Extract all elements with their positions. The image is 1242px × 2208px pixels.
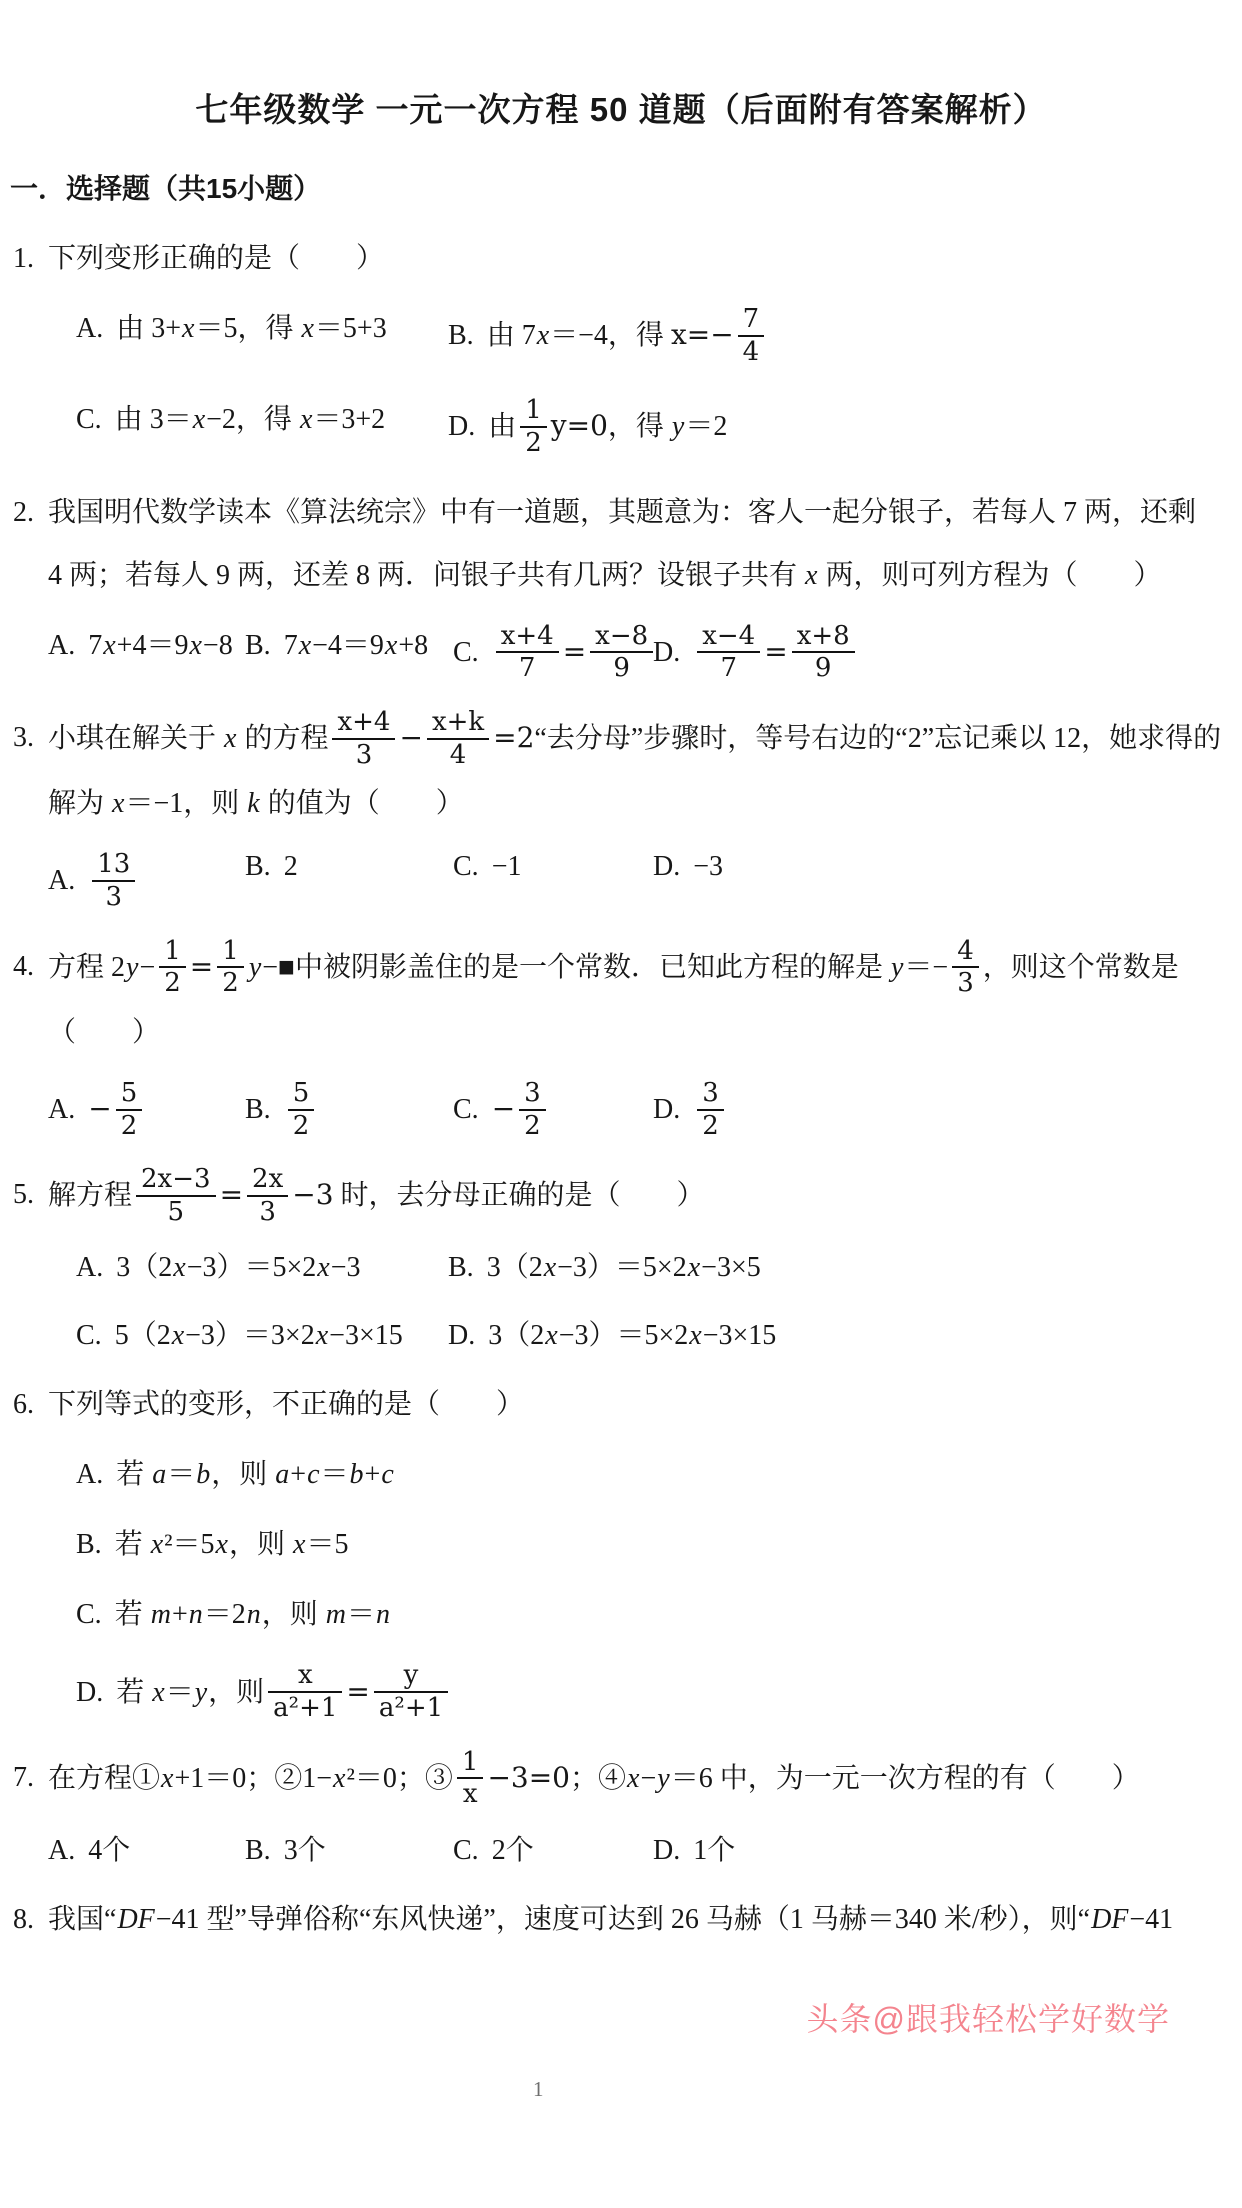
option-D: [448, 1313, 1236, 1353]
option-label: D.: [653, 1093, 681, 1125]
option-label: A.: [76, 1459, 104, 1491]
question-8: [0, 1888, 1236, 1951]
option-label: B.: [76, 1529, 102, 1561]
option-B: [245, 1077, 453, 1143]
option-content: [284, 1077, 319, 1141]
text: 若 x²＝5x，则 x＝5: [114, 1529, 349, 1561]
question-stem: [48, 227, 1236, 290]
question-number: 6.: [13, 1389, 34, 1421]
option-label: A.: [76, 313, 104, 344]
option-content: [487, 1252, 761, 1283]
text: 由 3＝x−2，得 x＝3+2: [114, 404, 386, 436]
option-content: [693, 1077, 728, 1141]
math-text: =: [764, 634, 788, 668]
question-number: 2.: [13, 496, 34, 528]
text: “去分母”步骤时，等号右边的“2”忘记乘以 12，她求得的: [534, 723, 1222, 755]
question-stem: [48, 1746, 1236, 1812]
question-number: 1.: [13, 243, 34, 274]
option-D: [76, 1662, 1236, 1725]
text: 若 x＝y，则: [116, 1676, 265, 1708]
text: 我国明代数学读本《算法统宗》中有一道题，其题意为：客人一起分银子，若每人 7 两，还剩: [48, 496, 1197, 528]
option-D: [653, 851, 1236, 914]
fraction: $\frac{5}{2}$: [116, 1078, 143, 1141]
option-label: C.: [453, 636, 479, 668]
fraction: $\frac{5}{2}$: [288, 1078, 315, 1141]
option-B: [448, 306, 1236, 369]
math-text: =: [562, 634, 587, 668]
math-text: =: [189, 949, 214, 983]
option-C: [453, 1828, 653, 1868]
options: [48, 306, 1236, 461]
fraction: $\frac{7}{4}$: [738, 304, 765, 367]
option-content: [116, 1459, 395, 1490]
option-label: B.: [245, 851, 271, 883]
question-4: [0, 935, 1236, 1144]
page-title: 七年级数学 一元一次方程 50 道题（后面附有答案解析）: [195, 91, 1047, 128]
option-A: [48, 1828, 245, 1868]
text: 若 m+n＝2n，则 m＝n: [114, 1599, 391, 1631]
text: 在方程①x+1＝0；②1−x²＝0；③: [48, 1762, 453, 1794]
question-number: 8.: [13, 1904, 34, 1936]
text: 时，去分母正确的是（ ）: [333, 1180, 705, 1212]
option-label: B.: [448, 1252, 474, 1284]
text: 3（2x−3）＝5×2x−3×15: [488, 1320, 777, 1352]
text: 下列等式的变形，不正确的是（ ）: [48, 1389, 525, 1421]
text: 小琪在解关于 x 的方程: [48, 723, 329, 755]
option-D: [653, 620, 1236, 686]
text: 方程 2y−: [48, 951, 156, 983]
option-A: [76, 1452, 1236, 1492]
option-content: [284, 1835, 326, 1866]
text: ；④x−y＝6 中，为一元一次方程的有（ ）: [570, 1762, 1140, 1794]
option-A: [76, 306, 448, 369]
question-2: [0, 481, 1236, 686]
fraction: $\frac{1}{2}$: [159, 936, 186, 999]
option-label: D.: [653, 1835, 681, 1867]
option-content: [115, 1529, 349, 1560]
text: ，得 y＝2: [607, 411, 728, 443]
option-content: [488, 395, 728, 459]
math-text: −: [491, 1091, 516, 1125]
fraction: $\frac{3}{2}$: [697, 1078, 724, 1141]
option-label: A.: [48, 629, 76, 661]
option-content: [492, 620, 657, 684]
option-content: [491, 1077, 550, 1141]
math-text: =2: [493, 721, 535, 755]
math-text: x=−: [670, 318, 734, 352]
options: [48, 1077, 1236, 1143]
fraction: $\frac{2x}{3}$: [247, 1164, 288, 1227]
option-label: B.: [245, 1835, 271, 1867]
text: 4 两；若每人 9 两，还差 8 两．问银子共有几两？设银子共有 x 两，则可列方程为（ ）: [48, 559, 1162, 591]
fraction: $\frac{1}{2}$: [217, 936, 244, 999]
option-A: [48, 623, 245, 686]
text: 4个: [88, 1835, 131, 1867]
option-C: [76, 397, 448, 460]
option-content: [88, 1077, 146, 1141]
fraction: $\frac{13}{3}$: [92, 849, 135, 912]
option-label: C.: [76, 1320, 102, 1352]
option-content: [492, 851, 522, 882]
fraction: $\frac{1}{x}$: [457, 1747, 484, 1810]
option-label: D.: [76, 1676, 104, 1708]
options: [48, 1245, 1236, 1353]
text: y−■中被阴影盖住的是一个常数．已知此方程的解是 y＝−: [248, 951, 949, 983]
option-content: [88, 1835, 130, 1866]
option-content: [693, 1835, 735, 1866]
text: 1个: [693, 1835, 736, 1867]
option-C: [76, 1592, 1236, 1632]
question-stem: [48, 706, 1236, 835]
fraction: $\frac{2x-3}{5}$: [136, 1164, 216, 1227]
math-text: −3=0: [487, 1760, 570, 1794]
option-content: [284, 630, 428, 661]
option-D: [448, 397, 1236, 460]
option-label: C.: [76, 404, 102, 436]
text: （ ）: [48, 1016, 161, 1048]
option-content: [115, 1599, 391, 1630]
question-1: [0, 227, 1236, 461]
math-text: =: [346, 1674, 370, 1708]
option-B: [448, 1245, 1236, 1285]
options: [48, 1828, 1236, 1868]
option-content: [693, 620, 858, 684]
question-stem: [48, 1163, 1236, 1229]
text: 7x−4＝9x+8: [283, 629, 429, 661]
option-label: A.: [48, 1093, 76, 1125]
fraction: $\frac{1}{2}$: [520, 395, 547, 458]
option-B: [245, 1828, 453, 1868]
text: 解为 x＝−1，则 k 的值为（ ）: [48, 788, 464, 820]
option-label: D.: [448, 1320, 476, 1352]
option-content: [693, 851, 723, 882]
question-7: [0, 1746, 1236, 1868]
option-B: [245, 623, 453, 686]
text: 下列变形正确的是（ ）: [48, 243, 385, 274]
options: [48, 1452, 1236, 1725]
option-C: [453, 851, 653, 914]
fraction: $\frac{3}{2}$: [519, 1078, 546, 1141]
text: 3（2x−3）＝5×2x−3: [116, 1252, 361, 1284]
question-number: 4.: [13, 950, 34, 982]
option-content: [116, 1660, 452, 1724]
option-content: [284, 851, 298, 882]
option-content: [486, 304, 769, 367]
option-C: [76, 1313, 448, 1353]
text: 若 a＝b，则 a+c＝b+c: [116, 1459, 394, 1491]
text: 由 3+x＝5，得 x＝5+3: [116, 313, 387, 344]
text: 由 7x＝−4，得: [486, 320, 671, 352]
option-label: D.: [653, 851, 681, 883]
fraction: $\frac{x+4}{3}$: [332, 707, 395, 770]
text: 由: [488, 411, 517, 443]
math-text: −: [399, 721, 423, 755]
fraction: $\frac{x-8}{9}$: [590, 621, 653, 684]
option-label: C.: [76, 1599, 102, 1631]
text: ，则这个常数是: [982, 951, 1179, 983]
page-number: 1: [533, 2077, 544, 2101]
questions: [0, 227, 1242, 1951]
question-stem: [48, 1888, 1236, 1951]
question-stem: [48, 1373, 1236, 1436]
option-content: [115, 404, 385, 435]
watermark: 头条@跟我轻松学好数学: [806, 2001, 1170, 2037]
option-content: [88, 849, 139, 912]
fraction: $\frac{x+8}{9}$: [792, 621, 855, 684]
question-number: 7.: [13, 1761, 34, 1793]
text: 7x+4＝9x−8: [88, 629, 233, 661]
option-B: [245, 851, 453, 914]
option-label: C.: [453, 1835, 479, 1867]
option-content: [115, 1320, 403, 1351]
text: −3: [693, 851, 724, 883]
question-6: [0, 1373, 1236, 1725]
option-label: C.: [453, 851, 479, 883]
option-A: [48, 1077, 245, 1143]
text: −1: [491, 851, 522, 883]
text: 5（2x−3）＝3×2x−3×15: [114, 1320, 403, 1352]
option-C: [453, 1077, 653, 1143]
fraction: $\frac{x}{\text{a²+1}}$: [268, 1660, 342, 1723]
option-content: [88, 630, 232, 661]
question-stem: [48, 935, 1236, 1064]
fraction: $\frac{x+k}{4}$: [427, 707, 489, 770]
option-content: [492, 1835, 534, 1866]
fraction: $\frac{x-4}{7}$: [697, 621, 760, 684]
question-stem: [48, 481, 1236, 607]
fraction: $\frac{4}{3}$: [952, 936, 979, 999]
option-label: A.: [48, 1835, 76, 1867]
text: 3个: [283, 1835, 326, 1867]
question-number: 3.: [13, 722, 34, 754]
option-C: [453, 620, 653, 686]
option-label: D.: [653, 636, 681, 668]
option-content: [488, 1320, 776, 1351]
option-label: B.: [448, 320, 474, 352]
text: 2个: [491, 1835, 534, 1867]
option-A: [48, 851, 245, 914]
options: [48, 620, 1236, 686]
fraction: $\frac{y}{\text{a²+1}}$: [374, 1660, 448, 1723]
text: 3（2x−3）＝5×2x−3×5: [486, 1252, 761, 1284]
option-D: [653, 1077, 1236, 1143]
math-text: =: [219, 1178, 244, 1212]
question-3: [0, 706, 1236, 915]
option-label: A.: [48, 865, 76, 897]
question-number: 5.: [13, 1179, 34, 1211]
text: 解方程: [48, 1180, 133, 1212]
text: 我国“DF−41 型”导弹俗称“东风快递”，速度可达到 26 马赫（1 马赫＝340 米/秒），则“DF−41: [48, 1904, 1174, 1936]
question-5: [0, 1163, 1236, 1353]
option-label: B.: [245, 629, 271, 661]
option-A: [76, 1245, 448, 1285]
option-D: [653, 1828, 1236, 1868]
option-content: [116, 1252, 360, 1283]
option-label: D.: [448, 411, 476, 443]
text: 2: [283, 851, 298, 883]
fraction: $\frac{x+4}{7}$: [496, 621, 559, 684]
math-text: y=0: [550, 409, 608, 443]
option-B: [76, 1522, 1236, 1562]
section-heading: 一．选择题（共15小题）: [10, 173, 322, 204]
options: [48, 851, 1236, 914]
option-content: [116, 313, 386, 344]
math-text: −: [88, 1091, 112, 1125]
option-label: A.: [76, 1252, 104, 1284]
option-label: C.: [453, 1093, 479, 1125]
option-label: B.: [245, 1093, 271, 1125]
math-text: −3: [292, 1178, 334, 1212]
